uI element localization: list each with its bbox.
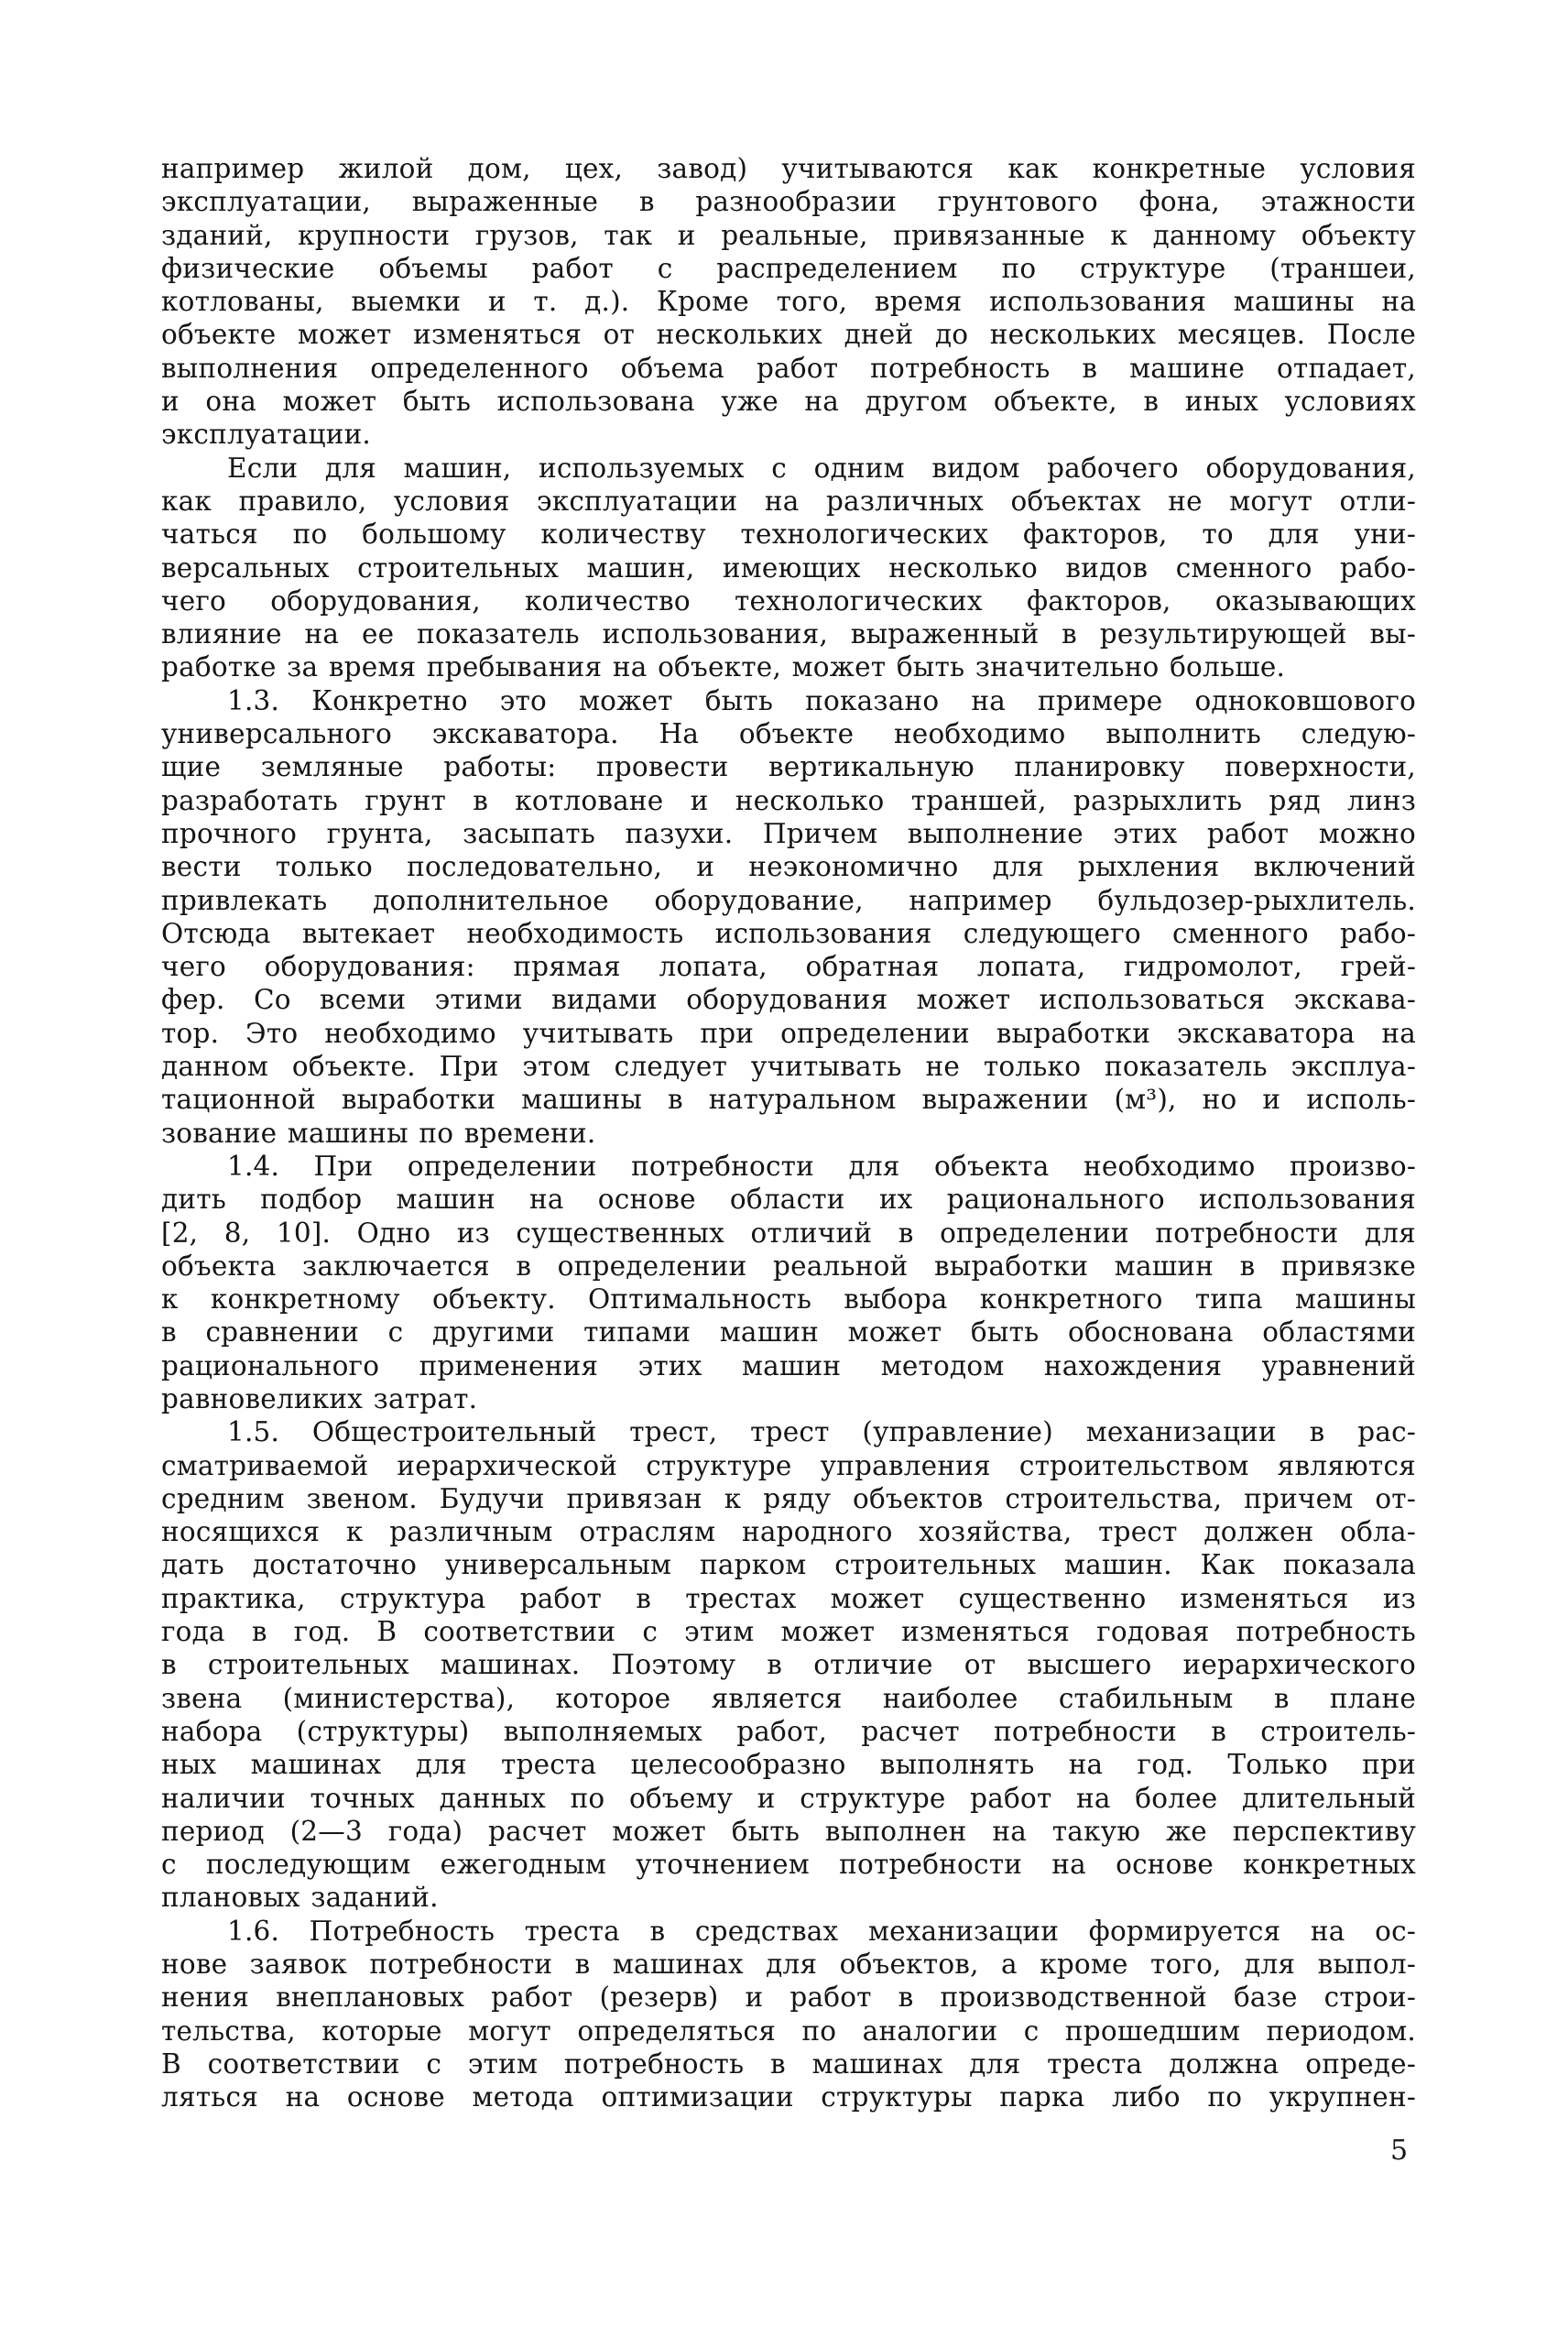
text-line: прочного грунта, засыпать пазухи. Причем выполнение этих работ можно — [161, 817, 1416, 849]
text-line: 1.6. Потребность треста в средствах механизации формируется на ос- — [227, 1915, 1416, 1947]
text-line: котлованы, выемки и т. д.). Кроме того, время использования машины на — [161, 286, 1416, 318]
text-line: ных машинах для треста целесообразно выполнять на год. Только при — [161, 1749, 1416, 1781]
paragraph — [161, 1915, 1416, 2114]
page-body — [161, 152, 1416, 2114]
text-line: разработать грунт в котловане и несколько траншей, разрыхлить ряд линз — [161, 784, 1416, 816]
text-line: Если для машин, используемых с одним видом рабочего оборудования, — [227, 452, 1416, 484]
text-line: вести только последовательно, и неэкономично для рыхления включений — [161, 851, 1416, 883]
text-line: версальных строительных машин, имеющих несколько видов сменного рабо- — [161, 551, 1416, 584]
text-line: нове заявок потребности в машинах для объектов, а кроме того, для выпол- — [161, 1949, 1416, 1981]
text-line: плановых заданий. — [161, 1882, 439, 1914]
text-line: чего оборудования, количество технологических факторов, оказывающих — [161, 584, 1416, 617]
text-line: В соответствии с этим потребность в машинах для треста должна опреде- — [161, 2048, 1416, 2080]
text-line: практика, структура работ в трестах может существенно изменяться из — [161, 1582, 1416, 1614]
page-number: 5 — [1390, 2135, 1409, 2167]
text-line: эксплуатации. — [161, 419, 372, 451]
text-line: в сравнении с другими типами машин может быть обоснована областями — [161, 1316, 1416, 1349]
text-line: средним звеном. Будучи привязан к ряду объектов строительства, причем от- — [161, 1482, 1416, 1514]
text-line: дить подбор машин на основе области их рационального использования — [161, 1184, 1416, 1216]
text-line: тационной выработки машины в натуральном выражении (м³), но и исполь- — [161, 1084, 1416, 1116]
text-line: чаться по большому количеству технологических факторов, то для уни- — [161, 519, 1416, 551]
text-line: физические объемы работ с распределением по структуре (траншеи, — [161, 252, 1416, 284]
text-line: объекта заключается в определении реальной выработки машин в привязке — [161, 1250, 1416, 1282]
text-line: тельства, которые могут определяться по аналогии с прошедшим периодом. — [161, 2015, 1416, 2047]
text-line: 1.5. Общестроительный трест, трест (управление) механизации в рас- — [227, 1416, 1416, 1448]
text-line: привлекать дополнительное оборудование, например бульдозер-рыхлитель. — [161, 884, 1416, 916]
text-line: чего оборудования: прямая лопата, обратная лопата, гидромолот, грей- — [161, 951, 1416, 983]
text-line: объекте может изменяться от нескольких дней до нескольких месяцев. После — [161, 319, 1416, 351]
text-line: равновеликих затрат. — [161, 1382, 478, 1414]
text-line: 1.3. Конкретно это может быть показано на примере одноковшового — [227, 684, 1416, 716]
text-line: зование машины по времени. — [161, 1117, 596, 1149]
text-line: наличии точных данных по объему и структуре работ на более длительный — [161, 1782, 1416, 1814]
text-line: тор. Это необходимо учитывать при определении выработки экскаватора на — [161, 1017, 1416, 1049]
text-line: период (2—3 года) расчет может быть выполнен на такую же перспективу — [161, 1815, 1416, 1847]
text-line: к конкретному объекту. Оптимальность выбора конкретного типа машины — [161, 1283, 1416, 1316]
text-line: выполнения определенного объема работ потребность в машине отпадает, — [161, 352, 1416, 384]
text-line: звена (министерства), которое является наиболее стабильным в плане — [161, 1682, 1416, 1714]
text-line: универсального экскаватора. На объекте необходимо выполнить следую- — [161, 718, 1416, 750]
text-line: ляться на основе метода оптимизации структуры парка либо по укрупнен- — [161, 2081, 1416, 2113]
text-line: как правило, условия эксплуатации на различных объектах не могут отли- — [161, 485, 1416, 517]
paragraph — [161, 152, 1416, 452]
text-line: щие земляные работы: провести вертикальную планировку поверхности, — [161, 751, 1416, 783]
text-line: например жилой дом, цех, завод) учитываются как конкретные условия — [161, 153, 1416, 184]
text-line: Отсюда вытекает необходимость использования следующего сменного рабо- — [161, 917, 1416, 949]
text-line: набора (структуры) выполняемых работ, расчет потребности в строитель- — [161, 1715, 1416, 1747]
paragraph — [161, 1150, 1416, 1415]
text-line: с последующим ежегодным уточнением потребности на основе конкретных — [161, 1849, 1416, 1881]
paragraph — [161, 684, 1416, 1150]
text-line: года в год. В соответствии с этим может изменяться годовая потребность — [161, 1616, 1416, 1648]
text-line: влияние на ее показатель использования, выраженный в результирующей вы- — [161, 618, 1416, 650]
text-line: рационального применения этих машин методом нахождения уравнений — [161, 1349, 1416, 1381]
text-line: нения внеплановых работ (резерв) и работ в производственной базе строи- — [161, 1982, 1416, 2014]
paragraph — [161, 452, 1416, 684]
text-line: зданий, крупности грузов, так и реальные, привязанные к данному объекту — [161, 219, 1416, 251]
text-line: в строительных машинах. Поэтому в отличие от высшего иерархического — [161, 1649, 1416, 1681]
text-line: 1.4. При определении потребности для объекта необходимо произво- — [227, 1150, 1416, 1182]
paragraph — [161, 1415, 1416, 1914]
text-line: носящихся к различным отраслям народного хозяйства, трест должен обла- — [161, 1516, 1416, 1548]
text-line: работке за время пребывания на объекте, может быть значительно больше. — [161, 651, 1286, 683]
text-line: эксплуатации, выраженные в разнообразии грунтового фона, этажности — [161, 186, 1416, 218]
text-line: [2, 8, 10]. Одно из существенных отличий в определении потребности для — [161, 1217, 1416, 1249]
text-line: и она может быть использована уже на другом объекте, в иных условиях — [161, 386, 1416, 418]
text-line: данном объекте. При этом следует учитывать не только показатель эксплуа- — [161, 1051, 1416, 1083]
text-line: сматриваемой иерархической структуре управления строительством являются — [161, 1449, 1416, 1481]
text-line: дать достаточно универсальным парком строительных машин. Как показала — [161, 1549, 1416, 1581]
text-line: фер. Со всеми этими видами оборудования может использоваться экскава- — [161, 984, 1416, 1016]
